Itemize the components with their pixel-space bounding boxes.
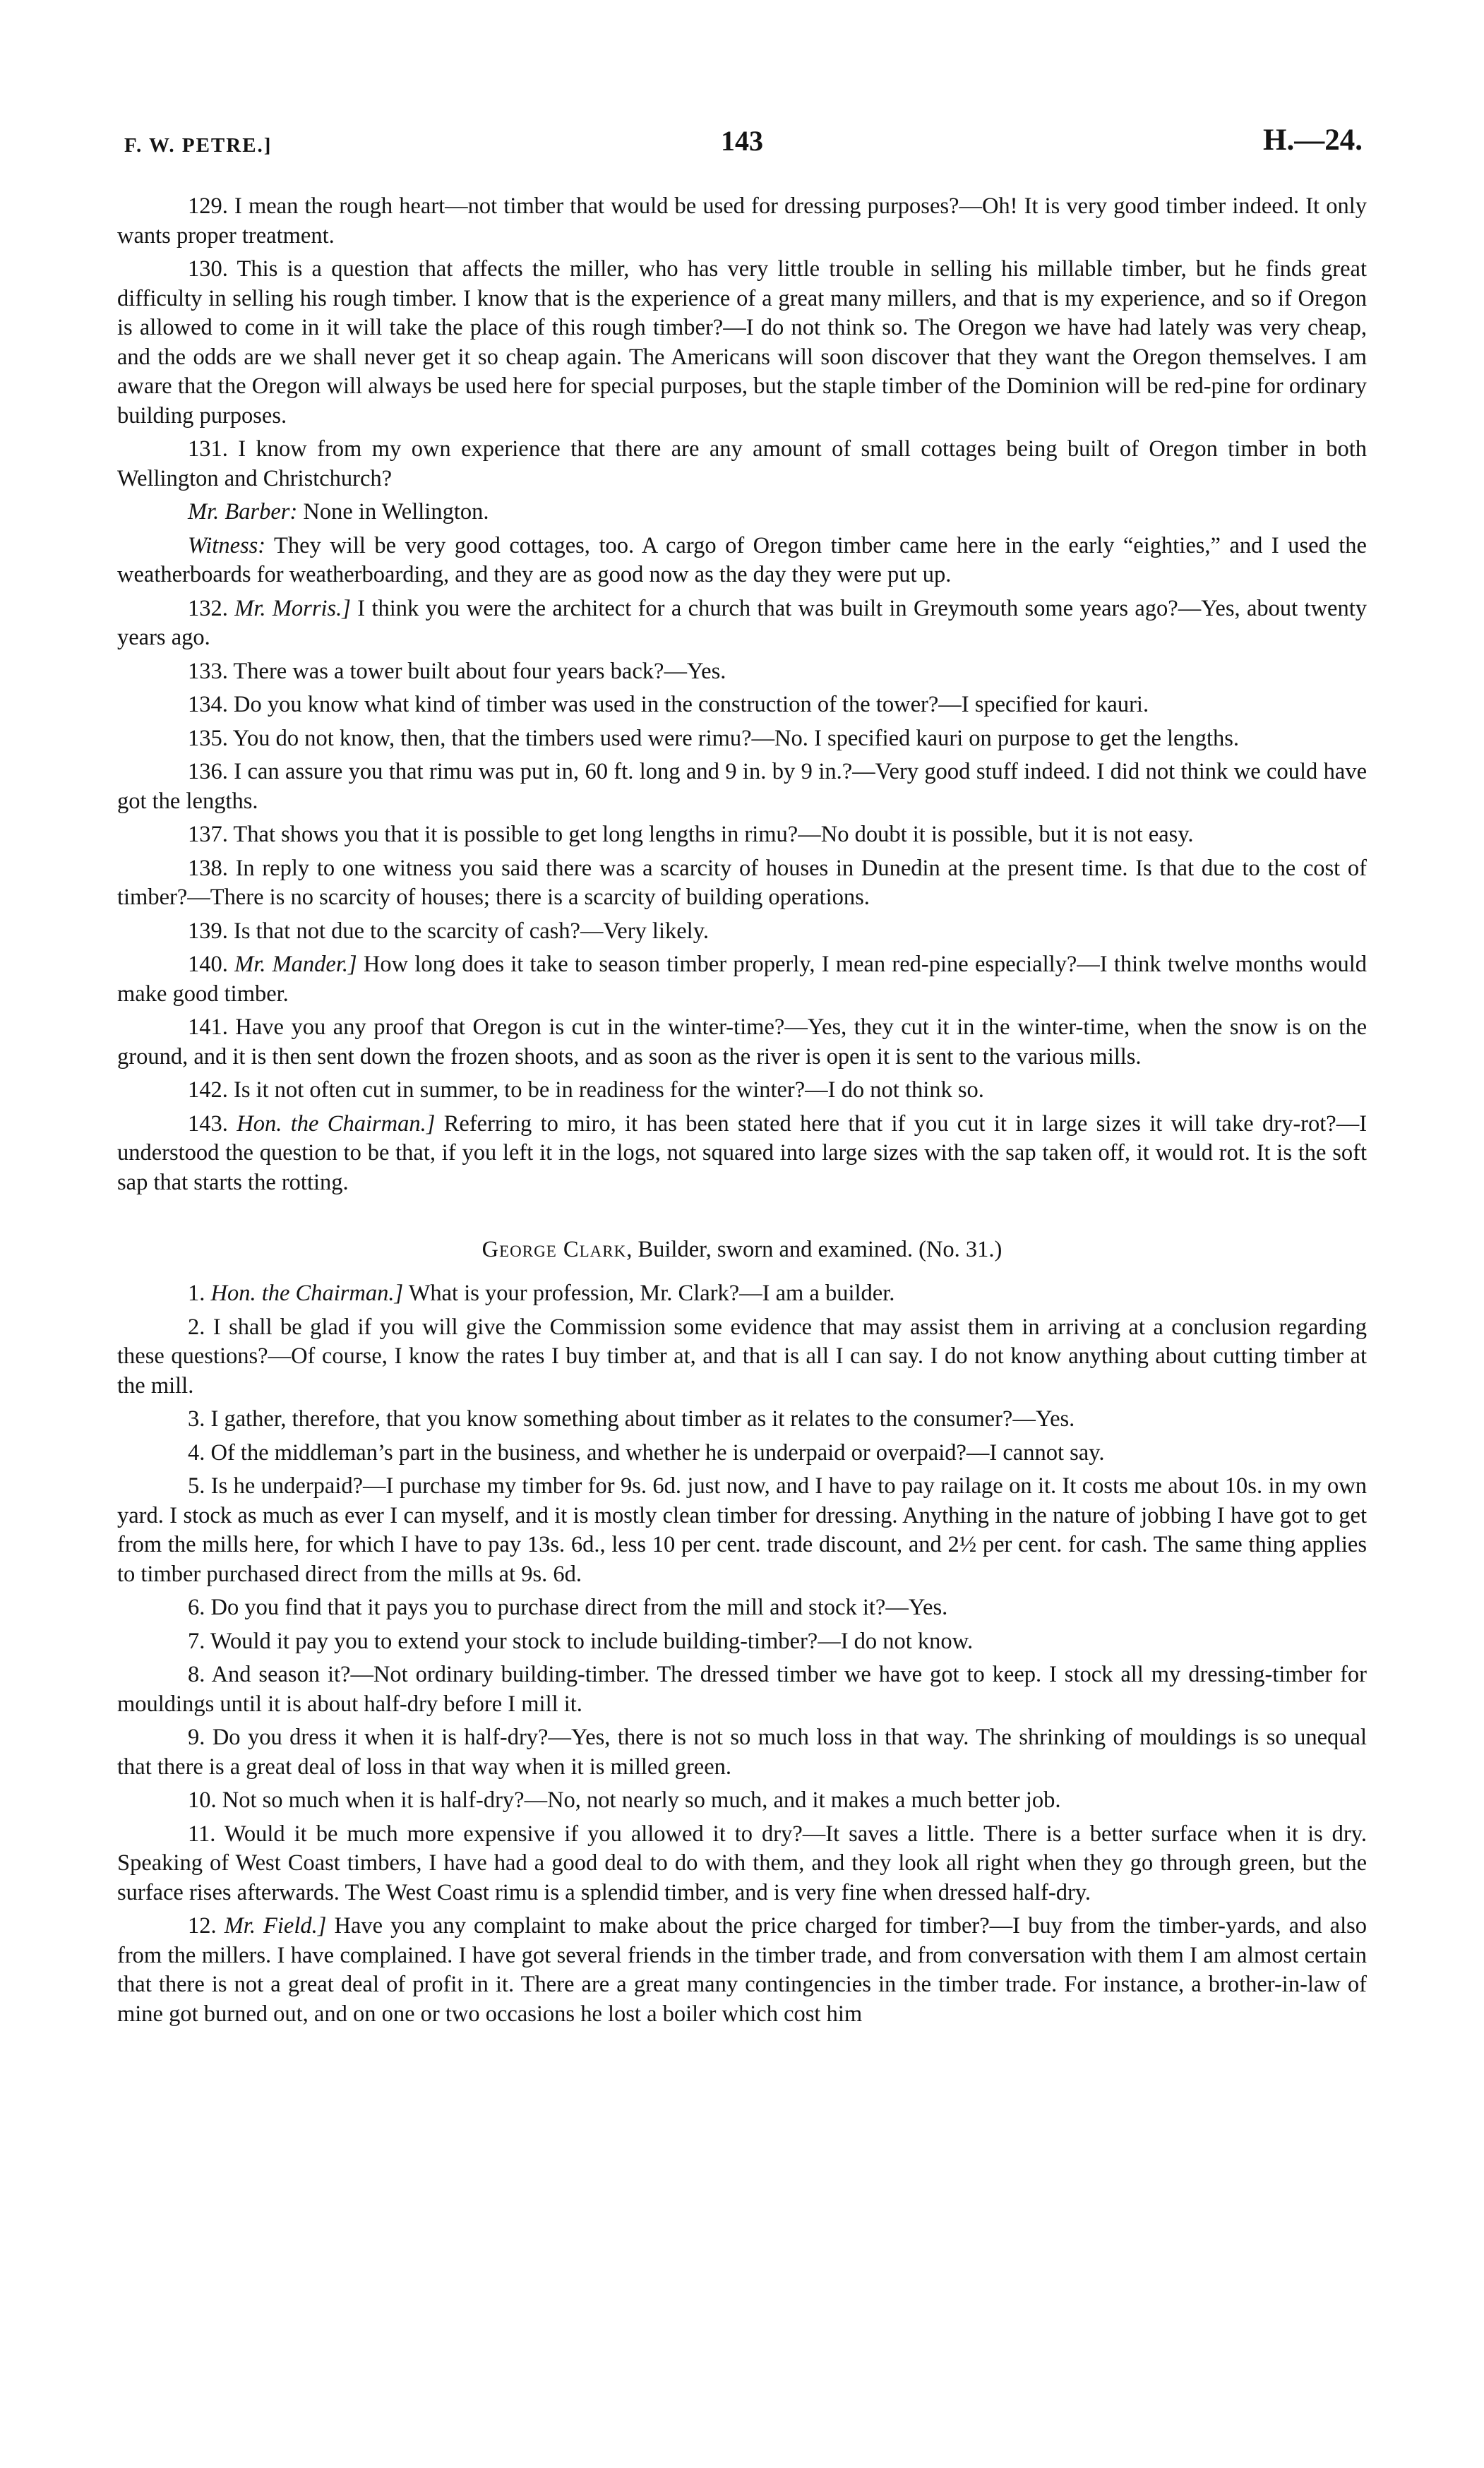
evidence-paragraph: [117, 724, 1367, 754]
paragraph-text: 3. I gather, therefore, that you know something about timber as it relates to the consumer?—Yes.: [188, 1406, 1075, 1432]
paragraph-text: 130. This is a question that affects the miller, who has very little trouble in selling his millable timber, but he finds great difficulty in selling his rough timber. I know that is the experience of a great many millers, and that is my experience, and so if Oregon is allowed to come in it will take the place of this rough timber?—I do not think so. The Oregon we have had lately was very cheap, and the odds are we shall never get it so cheap again. The Americans will soon discover that they want the Oregon themselves. I am aware that the Oregon will always be used here for special purposes, but the staple timber of the Dominion will be red-pine for ordinary building purposes.: [117, 256, 1367, 429]
evidence-paragraph: [117, 1820, 1367, 1908]
paragraph-text: What is your profession, Mr. Clark?—I am a builder.: [403, 1281, 895, 1306]
evidence-paragraph: [117, 1110, 1367, 1198]
paragraph-text: They will be very good cottages, too. A cargo of Oregon timber came here in the early “eighties,” and I used the weatherboards for weatherboarding, and they are as good now as the day they were put up.: [117, 532, 1367, 587]
speaker-name: Mr. Field.]: [224, 1913, 327, 1939]
question-number: 143.: [188, 1110, 237, 1137]
paragraph-text: Referring to miro, it has been stated here that if you cut it in large sizes it will take dry-rot?—I understood the question to be that, if you left it in the logs, not squared into large sizes with the sap taken off, it would rot. It is the soft sap that starts the rotting.: [117, 1110, 1368, 1195]
paragraph-text: 136. I can assure you that rimu was put in, 60 ft. long and 9 in. by 9 in.?—Very good stuff indeed. I did not think we could have got the lengths.: [117, 759, 1367, 814]
speaker-name: Mr. Barber:: [188, 499, 298, 525]
paragraph-text: 135. You do not know, then, that the timbers used were rimu?—No. I specified kauri on purpose to get the lengths.: [188, 725, 1240, 751]
evidence-paragraph: [117, 690, 1367, 720]
paragraph-text: 133. There was a tower built about four years back?—Yes.: [188, 658, 726, 684]
paragraph-text: 4. Of the middleman’s part in the business, and whether he is underpaid or overpaid?—I cannot say.: [188, 1439, 1105, 1466]
evidence-paragraph: [117, 1593, 1367, 1623]
evidence-part-petre: [117, 192, 1367, 1197]
paragraph-text: 137. That shows you that it is possible to get long lengths in rimu?—No doubt it is possible, but it is not easy.: [188, 822, 1194, 847]
evidence-paragraph: [117, 1723, 1367, 1782]
paragraph-text: 142. Is it not often cut in summer, to be in readiness for the winter?—I do not think so.: [188, 1077, 984, 1103]
page-number: 143: [721, 125, 763, 157]
document-reference: H.—24.: [1263, 124, 1363, 157]
evidence-paragraph: [117, 532, 1367, 590]
paragraph-text: 5. Is he underpaid?—I purchase my timber for 9s. 6d. just now, and I have to pay railage on it. It costs me about 10s. in my own yard. I stock as much as ever I can myself, and it is mostly clean timber for dressing. Anything in the nature of jobbing I have got to get from the mills here, for which I have to pay 13s. 6d., less 10 per cent. trade discount, and 2½ per cent. for cash. The same thing applies to timber purchased direct from the mills at 9s. 6d.: [117, 1473, 1367, 1587]
speaker-name: Hon. the Chairman.]: [237, 1110, 436, 1137]
header-witness-name: F. W. PETRE.]: [124, 134, 273, 157]
paragraph-text: How long does it take to season timber properly, I mean red-pine especially?—I think twelve months would make good timber.: [117, 952, 1368, 1007]
speaker-name: Mr. Mander.]: [234, 952, 357, 977]
paragraph-text: 6. Do you find that it pays you to purchase direct from the mill and stock it?—Yes.: [188, 1595, 948, 1620]
paragraph-text: 9. Do you dress it when it is half-dry?—Yes, there is not so much loss in that way. The shrinking of mouldings is so unequal that there is a great deal of loss in that way when it is milled green.: [117, 1725, 1367, 1780]
evidence-paragraph: [117, 820, 1367, 850]
evidence-paragraph: [117, 1786, 1367, 1816]
evidence-paragraph: [117, 950, 1367, 1009]
question-number: 132.: [188, 595, 235, 621]
witness-heading-rest: , Builder, sworn and examined. (No. 31.): [626, 1237, 1003, 1262]
evidence-paragraph: [117, 1912, 1367, 2029]
paragraph-text: None in Wellington.: [297, 499, 489, 525]
page-header: [117, 124, 1367, 167]
evidence-paragraph: [117, 498, 1367, 527]
speaker-name: Witness:: [188, 532, 266, 558]
paragraph-text: I think you were the architect for a church that was built in Greymouth some years ago?—Yes, about twenty years ago.: [117, 595, 1368, 650]
paragraph-text: 131. I know from my own experience that there are any amount of small cottages being built of Oregon timber in both Wellington and Christchurch?: [117, 436, 1367, 491]
evidence-paragraph: [117, 1013, 1367, 1072]
question-number: 140.: [188, 952, 235, 977]
paragraph-text: 138. In reply to one witness you said there was a scarcity of houses in Dunedin at the present time. Is that due to the cost of timber?—There is no scarcity of houses; there is a scarcity of building operations.: [117, 855, 1367, 910]
paragraph-text: Have you any complaint to make about the price charged for timber?—I buy from the timber-yards, and also from the millers. I have complained. I have got several friends in the timber trade, and from conversation with them I am almost certain that there is not a great deal of profit in it. There are a great many contingencies in the timber trade. For instance, a brother-in-law of mine got burned out, and on one or two occasions he lost a boiler which cost him: [117, 1913, 1367, 2027]
evidence-paragraph: [117, 1439, 1367, 1468]
evidence-part-clark: [117, 1279, 1367, 2029]
question-number: 1.: [188, 1281, 211, 1306]
evidence-paragraph: [117, 917, 1367, 947]
paragraph-text: 7. Would it pay you to extend your stock to include building-timber?—I do not know.: [188, 1628, 974, 1654]
evidence-paragraph: [117, 1279, 1367, 1309]
evidence-paragraph: [117, 854, 1367, 913]
speaker-name: Mr. Morris.]: [234, 595, 351, 621]
speaker-name: Hon. the Chairman.]: [210, 1281, 404, 1306]
paragraph-text: 141. Have you any proof that Oregon is cut in the winter-time?—Yes, they cut it in the winter-time, when the snow is on the ground, and it is then sent down the frozen shoots, and as soon as the river is open it is sent to the various mills.: [117, 1014, 1367, 1070]
paragraph-text: 10. Not so much when it is half-dry?—No, not nearly so much, and it makes a much better job.: [188, 1787, 1061, 1813]
evidence-paragraph: [117, 1405, 1367, 1434]
evidence-paragraph: [117, 1627, 1367, 1657]
paragraph-text: 129. I mean the rough heart—not timber that would be used for dressing purposes?—Oh! It is very good timber indeed. It only wants proper treatment.: [117, 193, 1367, 248]
paragraph-text: 139. Is that not due to the scarcity of cash?—Very likely.: [188, 918, 709, 944]
question-number: 12.: [188, 1913, 225, 1939]
witness-heading: [117, 1235, 1367, 1264]
evidence-paragraph: [117, 594, 1367, 653]
evidence-paragraph: [117, 255, 1367, 431]
evidence-paragraph: [117, 1076, 1367, 1106]
paragraph-text: 134. Do you know what kind of timber was used in the construction of the tower?—I specified for kauri.: [188, 692, 1149, 717]
paragraph-text: 2. I shall be glad if you will give the Commission some evidence that may assist them in arriving at a conclusion regarding these questions?—Of course, I know the rates I buy timber at, and that is all I can say. I do not know anything about cutting timber at the mill.: [117, 1314, 1367, 1398]
evidence-paragraph: [117, 657, 1367, 687]
evidence-paragraph: [117, 757, 1367, 816]
evidence-paragraph: [117, 192, 1367, 251]
witness-name: George Clark: [481, 1237, 627, 1262]
evidence-paragraph: [117, 1660, 1367, 1719]
document-body: [117, 192, 1367, 2033]
evidence-paragraph: [117, 1472, 1367, 1589]
evidence-paragraph: [117, 1313, 1367, 1401]
evidence-paragraph: [117, 435, 1367, 493]
paragraph-text: 8. And season it?—Not ordinary building-timber. The dressed timber we have got to keep. I stock all my dressing-timber for mouldings until it is about half-dry before I mill it.: [117, 1662, 1367, 1717]
paragraph-text: 11. Would it be much more expensive if you allowed it to dry?—It saves a little. There is a better surface when it is dry. Speaking of West Coast timbers, I have had a good deal to do with them, and they look all right when they go through green, but the surface rises afterwards. The West Coast rimu is a splendid timber, and is very fine when dressed half-dry.: [117, 1821, 1367, 1905]
